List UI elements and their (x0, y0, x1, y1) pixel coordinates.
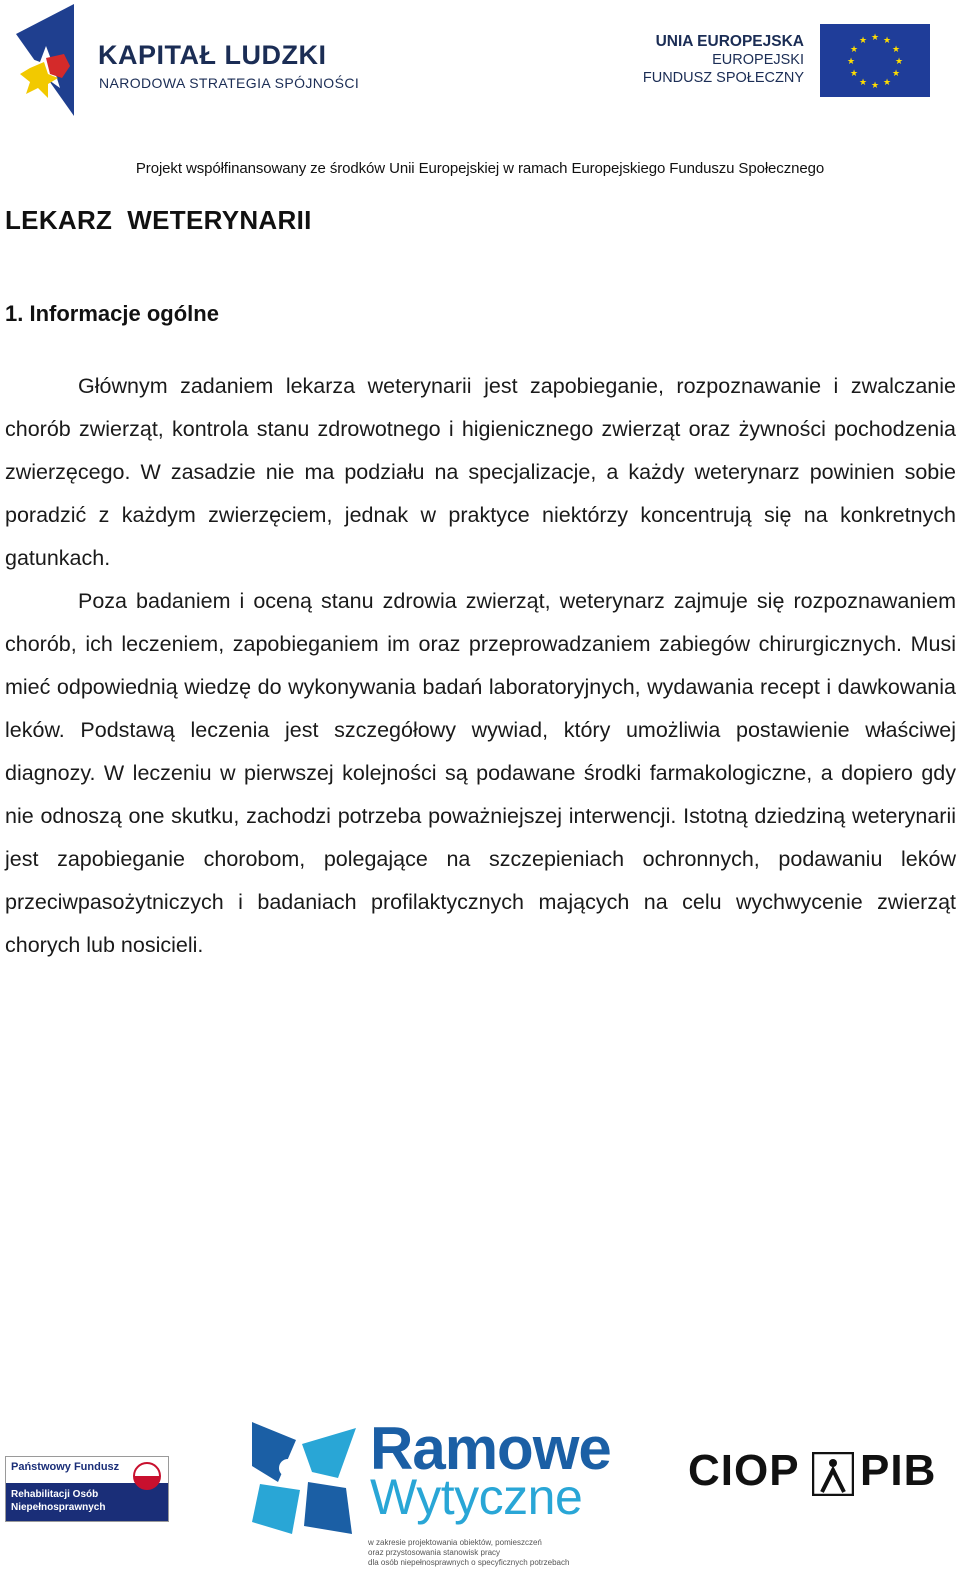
document-body (5, 365, 956, 967)
project-cofinancing-line: Projekt współfinansowany ze środków Unii Europejskiej w ramach Europejskiego Funduszu Społecznego (135, 160, 825, 177)
pfron-logo (5, 1456, 169, 1522)
ramowe-wytyczne-title-1: Ramowe (370, 1415, 611, 1482)
ciop-pib-emblem-icon (812, 1452, 854, 1496)
ramowe-wytyczne-sub-1: w zakresie projektowania obiektów, pomieszczeń (368, 1538, 542, 1547)
pib-label: PIB (860, 1446, 937, 1495)
eu-flag-icon (820, 24, 930, 97)
svg-text:★: ★ (849, 45, 859, 55)
paragraph-2: Poza badaniem i oceną stanu zdrowia zwierząt, weterynarz zajmuje się rozpoznawaniem chorób, ich leczeniem, zapobieganiem im oraz przeprowadzaniem zabiegów chirurgicznych. Musi mieć odpowiednią wiedzę do wykonywania badań laboratoryjnych, wydawania recept i dawkowania leków. Podstawą leczenia jest szczegółowy wywiad, który umożliwia postawienie właściwej diagnozy. W leczeniu w pierwszej kolejności są podawane środki farmakologiczne, a dopiero gdy nie odnoszą one skutku, zachodzi potrzeba poważniejszej interwencji. Istotną dziedziną weterynarii jest zapobieganie chorobom, polegające na szczepieniach ochronnych, podawaniu leków przeciwpasożytniczych i badaniach profilaktycznych mających na celu wychwycenie zwierząt chorych lub nosicieli. (5, 589, 956, 957)
svg-text:★: ★ (891, 69, 901, 79)
document-title: LEKARZ WETERYNARII (5, 205, 312, 235)
section-heading: 1. Informacje ogólne (5, 301, 219, 326)
ramowe-wytyczne-title-2: Wytyczne (370, 1469, 583, 1525)
svg-text:★: ★ (870, 81, 880, 91)
kapital-ludzki-title: KAPITAŁ LUDZKI (98, 40, 327, 70)
eu-label-line1: UNIA EUROPEJSKA (655, 33, 804, 50)
pfron-label-line3: Niepełnosprawnych (11, 1502, 106, 1513)
pfron-label-line2: Rehabilitacji Osób (11, 1489, 99, 1500)
svg-text:★: ★ (858, 78, 868, 88)
ramowe-wytyczne-emblem-icon (252, 1422, 356, 1534)
kapital-ludzki-subtitle: NARODOWA STRATEGIA SPÓJNOŚCI (99, 75, 360, 91)
ramowe-wytyczne-sub-3: dla osób niepełnosprawnych o specyficznych potrzebach (368, 1558, 570, 1567)
svg-text:★: ★ (858, 36, 868, 46)
svg-text:★: ★ (849, 69, 859, 79)
svg-text:★: ★ (882, 78, 892, 88)
eu-label-line3: FUNDUSZ SPOŁECZNY (642, 70, 804, 86)
svg-text:★: ★ (846, 57, 856, 67)
ramowe-wytyczne-sub-2: oraz przystosowania stanowisk pracy (368, 1548, 501, 1557)
ciop-label: CIOP (688, 1446, 800, 1495)
kapital-ludzki-logo (4, 4, 84, 116)
svg-text:★: ★ (882, 36, 892, 46)
pfron-label-line1: Państwowy Fundusz (11, 1461, 120, 1473)
svg-text:★: ★ (870, 33, 880, 43)
pfron-emblem-icon (132, 1461, 162, 1491)
paragraph-1: Głównym zadaniem lekarza weterynarii jest zapobieganie, rozpoznawanie i zwalczanie chorób zwierząt, kontrola stanu zdrowotnego i higienicznego zwierząt oraz żywności pochodzenia zwierzęcego. W zasadzie nie ma podziału na specjalizacje, a każdy weterynarz powinien sobie poradzić z każdym zwierzęciem, jednak w praktyce niektórzy koncentrują się na konkretnych gatunkach. (5, 374, 956, 570)
svg-text:★: ★ (894, 57, 904, 67)
svg-text:★: ★ (891, 45, 901, 55)
eu-label-line2: EUROPEJSKI (712, 52, 804, 68)
